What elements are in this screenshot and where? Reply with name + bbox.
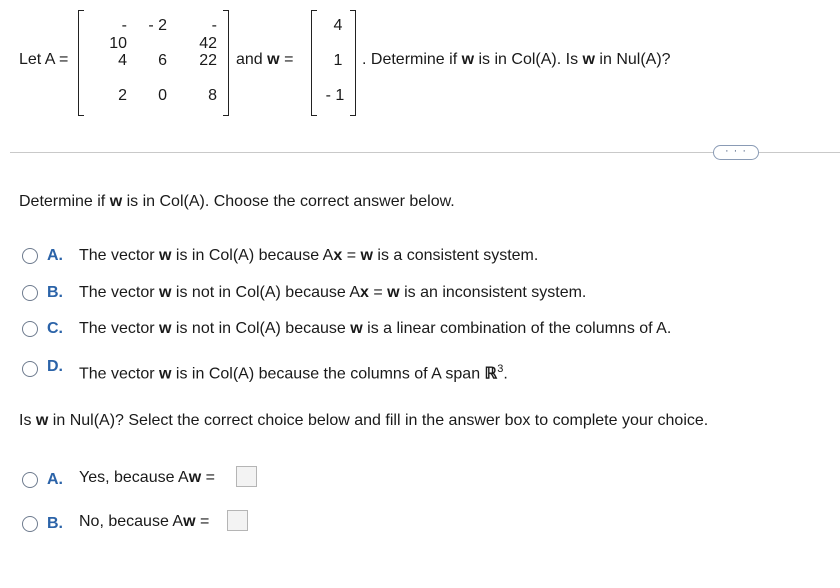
vector-w-cell: - 1 (325, 87, 345, 104)
vector-w-left-bracket (311, 10, 317, 116)
answer-box-yes[interactable] (236, 466, 257, 487)
let-a-label: Let A = (19, 51, 69, 68)
radio-button[interactable] (22, 516, 38, 532)
choice-text: The vector w is not in Col(A) because w is a linear combination of the columns of A. (79, 320, 672, 337)
radio-button[interactable] (22, 285, 38, 301)
choice-text: The vector w is in Col(A) because Ax = w is a consistent system. (79, 247, 539, 264)
choice-letter: A. (47, 471, 63, 488)
matrix-a-cell: 8 (208, 87, 217, 104)
radio-button[interactable] (22, 321, 38, 337)
matrix-a-left-bracket (78, 10, 84, 116)
choice-letter: B. (47, 284, 63, 301)
choice-letter: D. (47, 358, 63, 375)
matrix-a-cell: 2 (118, 87, 127, 104)
answer-box-no[interactable] (227, 510, 248, 531)
problem-question: . Determine if w is in Col(A). Is w in Nul(A)? (362, 51, 671, 68)
matrix-a-cell: 6 (158, 52, 167, 69)
choice-text: Yes, because Aw = (79, 469, 215, 486)
radio-button[interactable] (22, 361, 38, 377)
choice-letter: C. (47, 320, 63, 337)
part1-prompt: Determine if w is in Col(A). Choose the correct answer below. (19, 193, 455, 210)
choice-letter: A. (47, 247, 63, 264)
choice-text: No, because Aw = (79, 513, 210, 530)
choice-letter: B. (47, 515, 63, 532)
matrix-a-cell: - 42 (199, 17, 217, 52)
matrix-a-cell: - 2 (148, 17, 167, 34)
vector-w-right-bracket (350, 10, 356, 116)
choice-text: The vector w is not in Col(A) because Ax = w is an inconsistent system. (79, 284, 587, 301)
vector-w-cell: 1 (333, 52, 343, 69)
matrix-a-right-bracket (223, 10, 229, 116)
choice-text: The vector w is in Col(A) because the columns of A span ℝ$^3$. (79, 363, 508, 383)
radio-button[interactable] (22, 248, 38, 264)
matrix-a-cell: 22 (199, 52, 217, 69)
part2-prompt: Is w in Nul(A)? Select the correct choice below and fill in the answer box to complete your choice. (19, 412, 709, 429)
matrix-a-cell: - 10 (109, 17, 127, 52)
matrix-a-cell: 0 (158, 87, 167, 104)
matrix-a-cell: 4 (118, 52, 127, 69)
and-w-label: and w = (236, 51, 294, 68)
more-options-button[interactable]: · · · (713, 145, 759, 160)
radio-button[interactable] (22, 472, 38, 488)
vector-w-cell: 4 (333, 17, 343, 34)
